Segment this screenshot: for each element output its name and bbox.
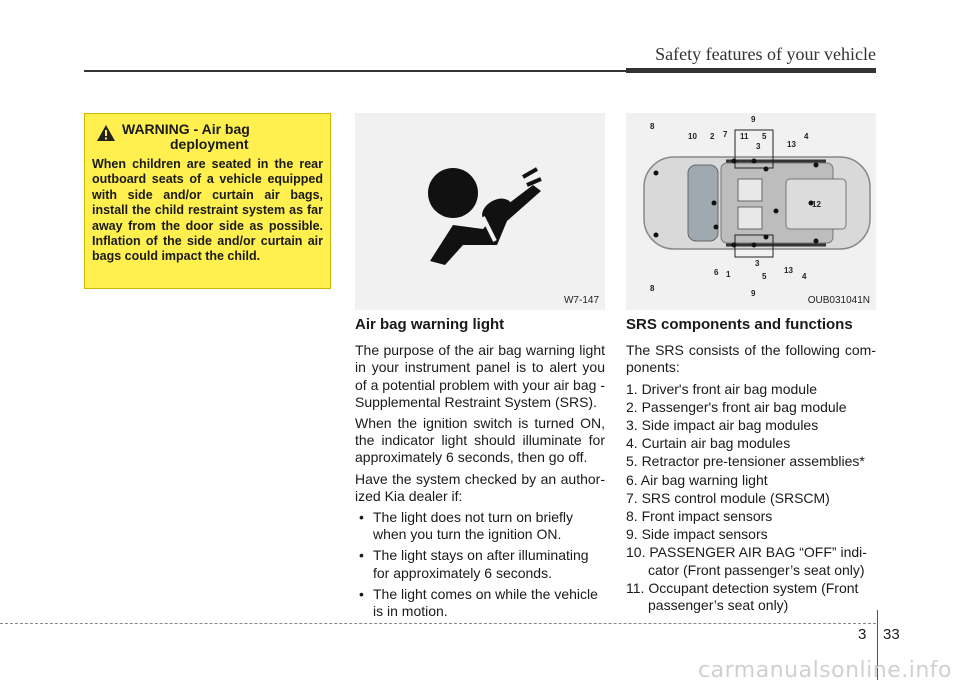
callout-8-top: 8 — [650, 122, 655, 131]
srs-component-item: 4. Curtain air bag modules — [626, 435, 791, 452]
footer-rule — [0, 623, 876, 624]
warning-body: When children are seated in the rear outboard seats of a vehicle equipped with side and/or curtain air bags, install the child restraint system as far away from the door side as possible. Inflation of the side and/or curtain air bags could impact the child. — [92, 157, 323, 264]
airbag-light-bullet: • The light stays on after illuminating for approximately 6 seconds. — [355, 547, 605, 581]
srs-component-item: 10. PASSENGER AIR BAG “OFF” indi-cator (Front passenger’s seat only) — [626, 544, 867, 578]
srs-component-item: 5. Retractor pre-tensioner assemblies* — [626, 453, 865, 470]
warning-title-line1: WARNING - Air bag — [122, 121, 250, 137]
airbag-light-figure — [355, 113, 605, 310]
callout-2: 2 — [710, 132, 715, 141]
callout-3-bottom: 3 — [755, 259, 760, 268]
airbag-light-paragraph-1: The purpose of the air bag warning light in your instrument panel is to alert you of a potential problem with your air bag - Supplemental Restraint System (SRS). — [355, 342, 605, 410]
callout-9-bottom: 9 — [751, 289, 756, 298]
watermark: carmanualsonline.info — [698, 658, 952, 683]
srs-component-item: 7. SRS control module (SRSCM) — [626, 489, 830, 506]
callout-12: 12 — [812, 200, 821, 209]
car-topview-illustration — [626, 113, 876, 310]
warning-box — [84, 113, 331, 289]
airbag-warning-icon — [355, 113, 605, 310]
callout-4-bottom: 4 — [802, 272, 807, 281]
srs-component-item: 3. Side impact air bag modules — [626, 417, 819, 434]
page-number: 33 — [883, 626, 900, 643]
srs-component-item: 1. Driver's front air bag module — [626, 380, 817, 397]
header-rule-accent — [626, 68, 876, 73]
callout-13-top: 13 — [787, 140, 796, 149]
srs-component-list — [626, 381, 876, 615]
warning-header — [92, 122, 323, 152]
callout-10: 10 — [688, 132, 697, 141]
srs-component-item: 2. Passenger's front air bag module — [626, 398, 847, 415]
page-header-title: Safety features of your vehicle — [655, 44, 876, 64]
srs-section — [626, 316, 876, 615]
callout-5-bottom: 5 — [762, 272, 767, 281]
airbag-light-bullet: • The light comes on while the vehicle is in motion. — [355, 586, 605, 620]
srs-component-item: 8. Front impact sensors — [626, 508, 773, 525]
chapter-number: 3 — [858, 626, 867, 643]
airbag-light-bullets — [355, 509, 605, 620]
airbag-light-bullet: • The light does not turn on briefly when you turn the ignition ON. — [355, 509, 605, 543]
callout-6: 6 — [714, 268, 719, 277]
srs-figure-code: OUB031041N — [807, 295, 870, 306]
srs-title: SRS components and functions — [626, 316, 853, 333]
airbag-light-section — [355, 316, 605, 624]
airbag-light-paragraph-3: Have the system checked by an author-ized Kia dealer if: — [355, 470, 605, 504]
airbag-light-paragraph-2: When the ignition switch is turned ON, the indicator light should illuminate for approximately 6 seconds, then go off. — [355, 415, 605, 466]
airbag-figure-code: W7-147 — [563, 295, 599, 306]
callout-11: 11 — [740, 132, 749, 141]
warning-triangle-icon — [96, 124, 116, 142]
callout-7: 7 — [723, 130, 728, 139]
srs-intro: The SRS consists of the following com-ponents: — [626, 342, 876, 376]
srs-diagram-figure — [626, 113, 876, 310]
warning-title-line2: deployment — [170, 136, 249, 152]
airbag-light-title: Air bag warning light — [355, 316, 505, 333]
callout-3-top: 3 — [756, 142, 761, 151]
callout-5-top: 5 — [762, 132, 767, 141]
srs-component-item: 9. Side impact sensors — [626, 526, 768, 543]
callout-1: 1 — [726, 270, 731, 279]
callout-9-top: 9 — [751, 115, 756, 124]
callout-13-bottom: 13 — [784, 266, 793, 275]
callout-8-bottom: 8 — [650, 284, 655, 293]
callout-4-top: 4 — [804, 132, 809, 141]
srs-component-item: 11. Occupant detection system (Front passenger’s seat only) — [626, 579, 859, 614]
srs-component-item: 6. Air bag warning light — [626, 471, 768, 488]
warning-title — [122, 122, 250, 152]
